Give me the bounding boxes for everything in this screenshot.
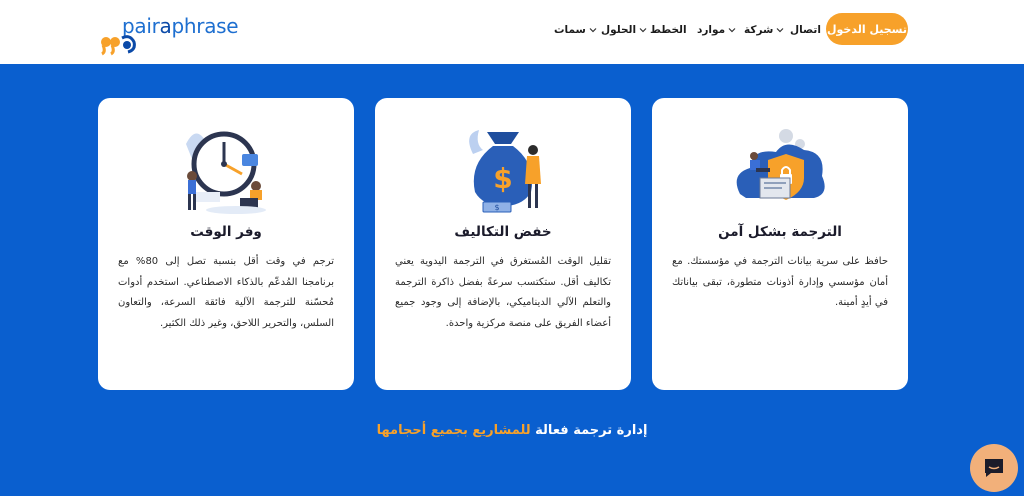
nav-features[interactable]: سمات	[554, 22, 597, 38]
chat-widget-button[interactable]	[970, 444, 1018, 492]
nav-contact[interactable]: اتصال	[790, 24, 821, 36]
card-description: تقليل الوقت المُستغرق في الترجمة اليدوية يعني تكاليف أقل. ستكتسب سرعةً بفضل ذاكرة الترجمة والتعلم الآلي الديناميكي، بالإضافة إلى وجود جميع أعضاء الفريق على منصة مركزية واحدة.	[395, 256, 611, 329]
chat-bubble-icon	[982, 456, 1006, 480]
chevron-down-icon	[728, 26, 736, 34]
svg-text:$: $	[494, 203, 500, 212]
card-description: حافظ على سرية بيانات الترجمة في مؤسستك. مع أمان مؤسسي وإدارة أذونات متطورة، تبقى بياناتك في أيدٍ أمينة.	[672, 256, 888, 308]
card-title: الترجمة بشكل آمن	[718, 224, 842, 240]
logo-wordmark: pairaphrase	[122, 14, 239, 38]
clock-time-icon	[176, 124, 276, 216]
chevron-down-icon	[589, 26, 597, 34]
card-title: خفض التكاليف	[454, 224, 552, 240]
svg-text:$: $	[493, 162, 513, 195]
money-bag-dollar-icon	[453, 124, 553, 216]
nav-resources[interactable]: موارد	[697, 22, 736, 38]
logo-quote-mark-icon	[100, 32, 140, 56]
chevron-down-icon	[639, 26, 647, 34]
nav-solutions[interactable]: الحلول	[601, 22, 647, 38]
chevron-down-icon	[776, 26, 784, 34]
card-reduce-costs	[375, 98, 631, 390]
tagline-part-1: إدارة ترجمة فعالة	[535, 423, 648, 438]
section-tagline	[0, 423, 1024, 438]
pairaphrase-logo[interactable]	[100, 12, 240, 56]
login-button[interactable]: تسجيل الدخول	[826, 13, 908, 45]
card-description: ترجم في وقت أقل بنسبة تصل إلى 80% مع برنامجنا المُدعّم بالذكاء الاصطناعي. استخدم أدوات مُحسّنة للترجمة الآلية فائقة السرعة، والتعاون السلس، والتحرير اللاحق، وغير ذلك الكثير.	[118, 256, 335, 329]
tagline-part-2: للمشاريع بجميع أحجامها	[376, 423, 531, 438]
nav-plans[interactable]: الخطط	[650, 24, 687, 36]
card-save-time	[98, 98, 354, 390]
site-header	[0, 0, 1024, 64]
nav-company[interactable]: شركة	[744, 22, 784, 38]
cloud-security-shield-icon	[730, 124, 830, 216]
card-secure-translation	[652, 98, 908, 390]
card-title: وفر الوقت	[190, 224, 262, 240]
